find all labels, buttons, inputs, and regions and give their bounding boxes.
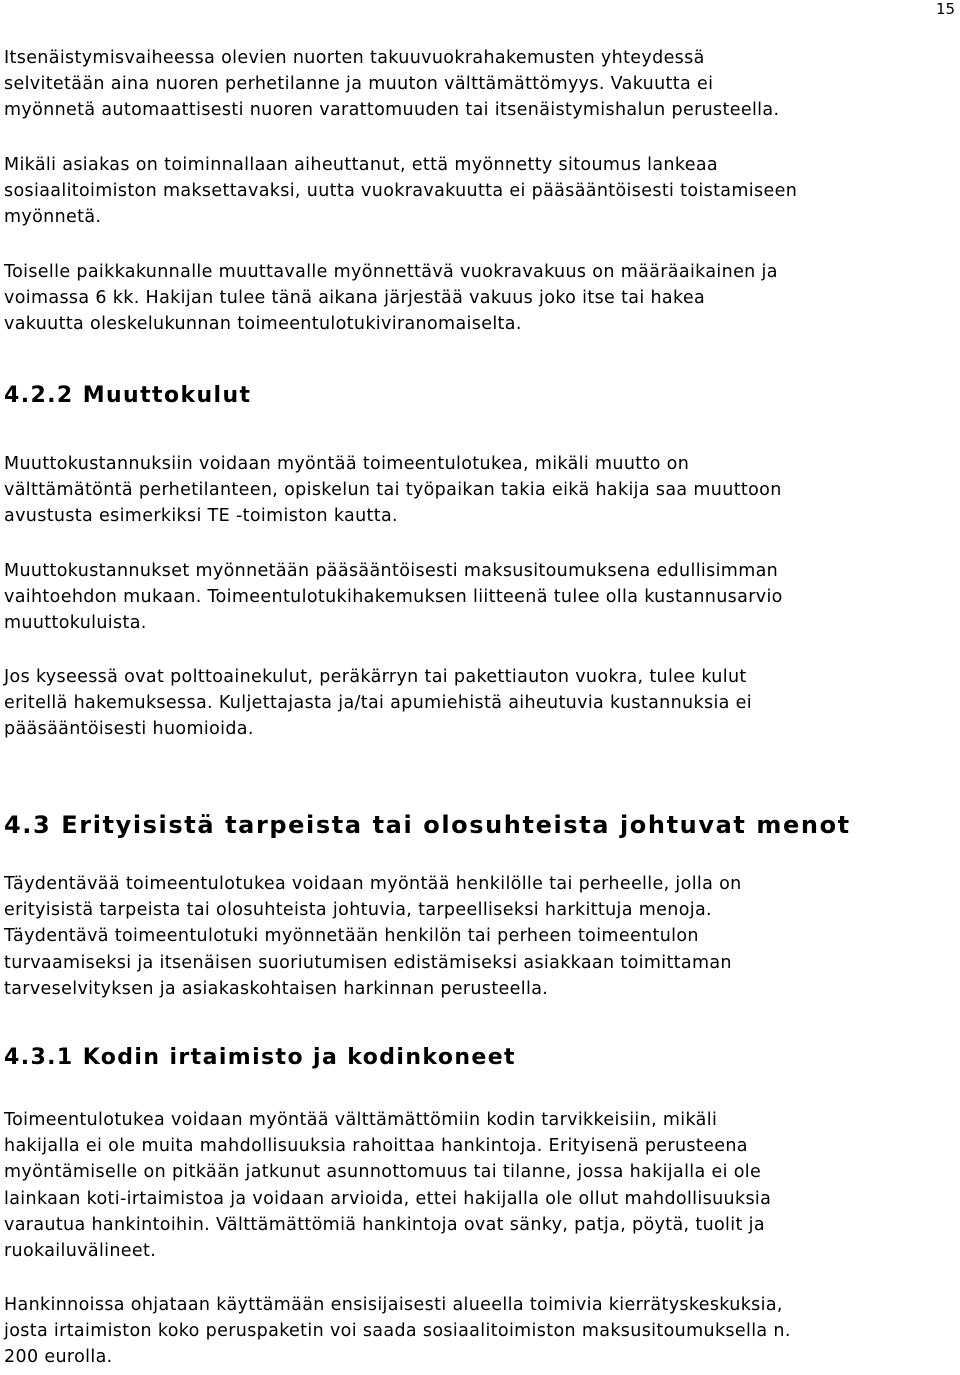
text-line: myönnetä automaattisesti nuoren varattomuuden tai itsenäistymishalun perusteella. [4,100,780,121]
heading-moving-costs: 4.2.2 Muuttokulut [4,383,252,408]
paragraph-moving-costs-support [4,451,782,530]
text-line: Muuttokustannukset myönnetään pääsääntöisesti maksusitoumuksena edullisimman [4,561,779,581]
text-line: Täydentävä toimeentulotuki myönnetään henkilön tai perheen toimeentulon [4,926,699,947]
text-line: vakuutta oleskelukunnan toimeentulotukiviranomaiselta. [4,314,522,335]
text-line: myöntämiselle on pitkään jatkunut asunnottomuus tai tilanne, jossa hakijalla ei ole [4,1162,762,1183]
text-line: Toimeentulotukea voidaan myöntää välttämättömiin kodin tarvikkeisiin, mikäli [4,1110,718,1130]
text-line: ruokailuvälineet. [4,1241,157,1262]
text-line: avustusta esimerkiksi TE -toimiston kautta. [4,506,398,527]
text-line: Mikäli asiakas on toiminnallaan aiheuttanut, että myönnetty sitoumus lankeaa [4,155,718,175]
text-line: lainkaan koti-irtaimistoa ja voidaan arvioida, ettei hakijalla ole ollut mahdollisuuksia [4,1188,772,1209]
text-line: tarveselvityksen ja asiakaskohtaisen harkinnan perusteella. [4,978,549,999]
text-line: Täydentävää toimeentulotukea voidaan myöntää henkilölle tai perheelle, jolla on [4,874,742,894]
text-line: Itsenäistymisvaiheessa olevien nuorten takuuvuokrahakemusten yhteydessä [4,48,705,68]
paragraph-home-supplies [4,1107,771,1264]
text-line: erityisistä tarpeista tai olosuhteista johtuvia, tarpeelliseksi harkittuja menoja. [4,900,712,921]
text-line: välttämätöntä perhetilanteen, opiskelun tai työpaikan takia eikä hakija saa muuttoon [4,480,782,501]
heading-special-needs-costs: 4.3 Erityisistä tarpeista tai olosuhteista johtuvat menot [4,811,851,839]
text-line: Hankinnoissa ohjataan käyttämään ensisijaisesti alueella toimivia kierrätyskeskuksia, [4,1295,783,1315]
paragraph-recycling-centres [4,1292,791,1371]
text-line: hakijalla ei ole muita mahdollisuuksia rahoittaa hankintoja. Erityisenä perusteena [4,1136,748,1157]
paragraph-youth-rent-guarantee [4,45,779,124]
text-line: selvitetään aina nuoren perhetilanne ja muuton välttämättömyys. Vakuutta ei [4,74,714,95]
text-line: pääsääntöisesti huomioida. [4,719,254,740]
text-line: eritellä hakemuksessa. Kuljettajasta ja/tai apumiehistä aiheutuvia kustannuksia ei [4,693,752,714]
paragraph-moving-costs-commitment [4,558,783,637]
text-line: vaihtoehdon mukaan. Toimeentulotukihakemuksen liitteenä tulee olla kustannusarvio [4,587,783,608]
heading-home-furnishings: 4.3.1 Kodin irtaimisto ja kodinkoneet [4,1045,516,1070]
text-line: varautua hankintoihin. Välttämättömiä hankintoja ovat sänky, patja, pöytä, tuolit ja [4,1214,765,1235]
page-number: 15 [936,0,956,18]
text-line: muuttokuluista. [4,613,147,634]
text-line: Jos kyseessä ovat polttoainekulut, peräkärryn tai pakettiauton vuokra, tulee kulut [4,667,747,687]
paragraph-other-municipality [4,259,778,338]
text-line: Muuttokustannuksiin voidaan myöntää toimeentulotukea, mikäli muutto on [4,454,690,474]
paragraph-fuel-trailer-costs [4,664,752,743]
text-line: Toiselle paikkakunnalle muuttavalle myönnettävä vuokravakuus on määräaikainen ja [4,262,778,282]
text-line: myönnetä. [4,207,102,228]
text-line: sosiaalitoimiston maksettavaksi, uutta vuokravakuutta ei pääsääntöisesti toistamiseen [4,181,798,202]
text-line: 200 eurolla. [4,1347,113,1368]
text-line: voimassa 6 kk. Hakijan tulee tänä aikana järjestää vakuus joko itse tai hakea [4,288,706,309]
paragraph-supplementary-support [4,871,742,1002]
text-line: josta irtaimiston koko peruspaketin voi saada sosiaalitoimiston maksusitoumuksella n. [4,1321,791,1342]
paragraph-commitment-default [4,152,797,231]
text-line: turvaamiseksi ja itsenäisen suoriutumisen edistämiseksi asiakkaan toimittaman [4,952,732,973]
